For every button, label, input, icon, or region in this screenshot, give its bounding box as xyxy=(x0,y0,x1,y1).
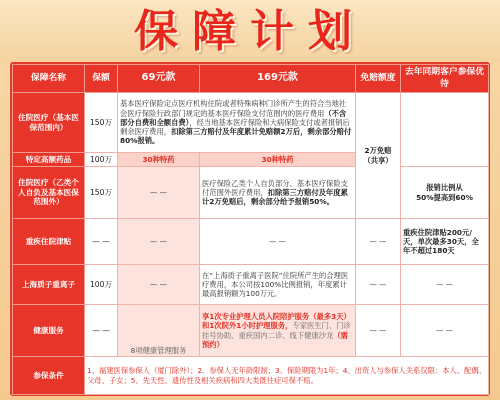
desc-bold: 扣除第三方赔付及年度累计2万免赔后，剩余部分给予报销50%。 xyxy=(202,187,348,207)
table-row xyxy=(13,265,489,305)
row-renewal-allowance: 重疾住院津贴200元/天，单次最多30天，全年不超过180天 xyxy=(401,219,489,265)
row-name-conditions: 参保条件 xyxy=(13,357,85,395)
row-desc-inpatient-basic xyxy=(118,93,356,153)
page-title: 保障计划 xyxy=(134,6,366,57)
row-name-allowance: 重疾住院津贴 xyxy=(13,219,85,265)
desc-red: （需预约） xyxy=(202,330,348,349)
row-plan69-proton: — — xyxy=(118,265,200,305)
table-row xyxy=(13,305,489,357)
row-deductible-health: — — xyxy=(356,305,401,357)
row-plan169-allowance: — — xyxy=(200,219,356,265)
row-amount: 150万 xyxy=(85,93,118,153)
table-row xyxy=(13,219,489,265)
table-row xyxy=(13,167,489,219)
row-plan69-extra: — — xyxy=(118,167,200,219)
row-renewal-health: — — xyxy=(401,305,489,357)
row-name-specific-drugs: 特定高额药品 xyxy=(13,153,85,167)
desc-bold: 扣除第三方赔付及年度累计免赔额2万后， xyxy=(171,127,308,137)
row-desc-inpatient-extra xyxy=(200,167,356,219)
table-header-row xyxy=(13,65,489,93)
header-deductible: 免赔额度 xyxy=(356,65,401,93)
table-row xyxy=(13,93,489,153)
desc-bold: 剩余部分赔付80%报销。 xyxy=(120,127,352,146)
row-plan69-drugs: 30种特药 xyxy=(118,153,200,167)
table-row xyxy=(13,357,489,395)
row-renewal-proton: — — xyxy=(401,265,489,305)
row-deductible-allowance: — — xyxy=(356,219,401,265)
row-desc-proton: 在“上海质子重离子医院”住院所产生的合理医疗费用，本公司按100%比例报销，年度累计最高报销额为100万元。 xyxy=(200,265,356,305)
desc-text: ，经当地基本医疗保险和大病保险支付或者报销后剩余医疗费用， xyxy=(120,117,350,137)
row-name-inpatient-extra: 住院医疗（乙类个人自负及基本医保范围外） xyxy=(13,167,85,219)
row-renewal-empty xyxy=(401,93,489,167)
desc-red: 享1次专业护理人员入院陪护服务（最多3天）和1次院外1小时护理服务， xyxy=(202,311,351,331)
header-plan-69: 69元款 xyxy=(118,65,200,93)
header-amount: 保额 xyxy=(85,65,118,93)
row-plan169-drugs: 30种特药 xyxy=(200,153,356,167)
row-amount: 100万 xyxy=(85,265,118,305)
row-name-inpatient-basic: 住院医疗（基本医保范围内） xyxy=(13,93,85,153)
row-name-proton: 上海质子重离子 xyxy=(13,265,85,305)
header-name: 保障名称 xyxy=(13,65,85,93)
desc-text: 基本医疗保险定点医疗机构住院或者特殊病种门诊所产生的符合当地社会医疗保险行政部门规定的基本医疗保险支付范围内的医疗费用 xyxy=(120,99,347,118)
header-plan-169: 169元款 xyxy=(200,65,356,93)
header-renewal: 去年同期客户参保优待 xyxy=(401,65,489,93)
renewal-text: 50%提高到60% xyxy=(416,192,473,202)
benefits-table xyxy=(12,64,489,395)
conditions-text: 1、福建医保参保人（厦门除外）；2、参保人无年龄限制；3、保险期限为1年；4、出资人与参保人关系仅限：本人、配偶、父母、子女；5、先天性、遗传性及相关疾病和四大类既往症 xyxy=(87,366,486,385)
renewal-text: 报销比例从 xyxy=(426,183,463,193)
row-amount: — — xyxy=(85,219,118,265)
row-conditions-text xyxy=(85,357,489,395)
row-desc-health xyxy=(200,305,356,357)
conditions-exclusion: 可保不赔。 xyxy=(281,375,318,385)
row-amount: — — xyxy=(85,305,118,357)
row-plan69-allowance: — — xyxy=(118,219,200,265)
row-amount: 100万 xyxy=(85,153,118,167)
desc-text: 医疗保险乙类个人自负部分、基本医疗保险支付范围外医疗费用， xyxy=(202,178,348,197)
row-deductible-shared: 2万免赔（共享） xyxy=(356,93,401,219)
desc-bold: （不含部分自费和全额自费） xyxy=(120,108,347,127)
row-name-health: 健康服务 xyxy=(13,305,85,357)
desc-grey: 专家医生门、门诊挂号协助、重疾国内二诊、线下健康沙龙 xyxy=(202,321,351,340)
row-deductible-proton: — — xyxy=(356,265,401,305)
row-plan69-health: 8项健康管理服务 xyxy=(118,305,200,357)
row-renewal-extra xyxy=(401,167,489,219)
benefits-table-frame xyxy=(10,62,490,396)
row-amount: 150万 xyxy=(85,167,118,219)
